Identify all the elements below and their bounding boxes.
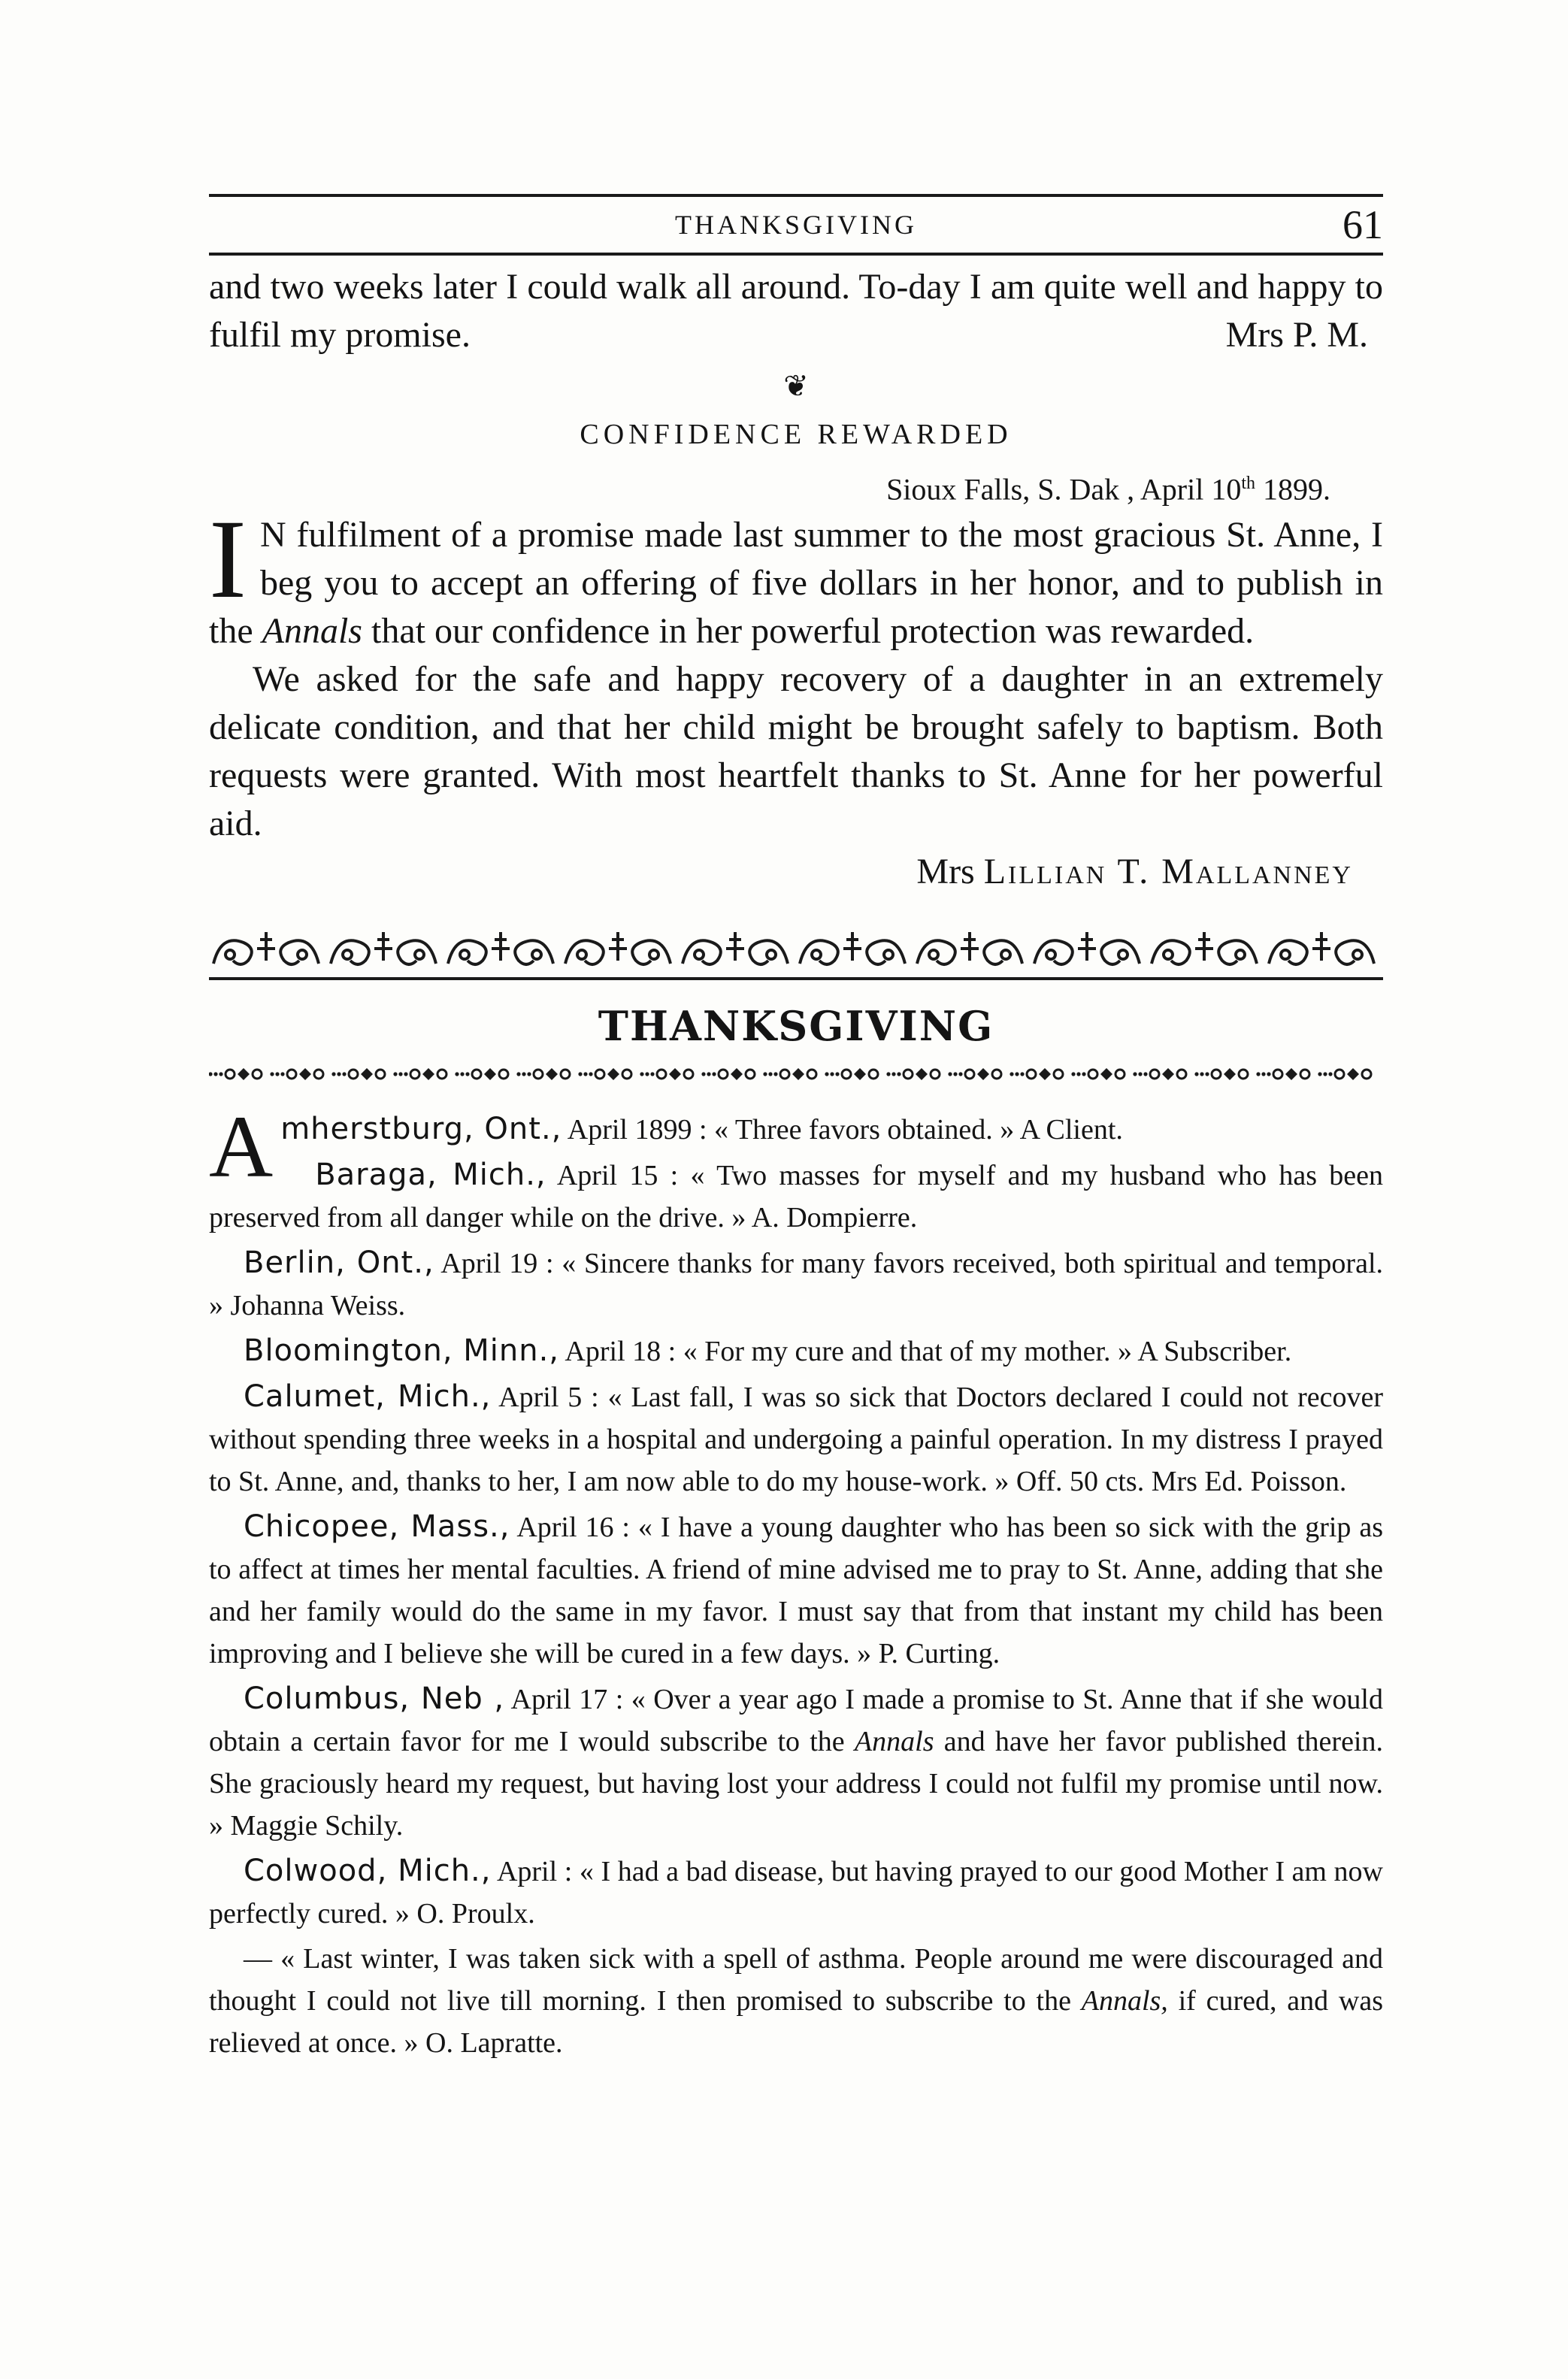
dot [1205,1073,1209,1076]
diamond [607,1068,619,1080]
ring [622,1070,631,1079]
scroll-dot [767,950,776,959]
entry-italic: Annals, [1081,1985,1168,2017]
entry-place: Baraga, Mich., [315,1158,546,1193]
dot [1133,1073,1137,1076]
scroll-dot [1281,950,1290,959]
scroll-dot [1001,950,1010,959]
scroll-dot [884,950,893,959]
main-title: THANKSGIVING [598,1002,994,1051]
diamond [669,1068,681,1080]
dateline-sup: th [1241,474,1255,493]
entry-3 [209,1330,1383,1373]
ring [376,1070,385,1079]
dot [455,1073,459,1076]
dot [280,1073,284,1076]
entry-text: April 5 : « Last fall, I was so sick that Doctors declared I could not recover without spending three weeks in a hospital and undergoing a painful operation. In my distress I prayed to St. Anne, and, thanks to her, I am now able to do my house-work. » Off. 50 cts. Mrs Ed. Poisson. [209,1382,1383,1498]
entry-italic: Annals [854,1726,934,1758]
scroll-dot [929,950,938,959]
entry-text-b: and have her favor published therein. She graciously heard my request, but having lost your address I could not fulfil my promise until now. » Maggie Schily. [209,1726,1383,1842]
dotted-ornament-line [209,1066,1383,1082]
continuation-signature: Mrs P. M. [1225,315,1368,355]
dot [404,1073,407,1076]
dot [1194,1073,1198,1076]
dot [1138,1073,1142,1076]
dot [589,1073,592,1076]
ring [1273,1070,1282,1079]
entry-1 [209,1154,1383,1239]
dot [1010,1073,1013,1076]
dot [1143,1073,1147,1076]
dot [645,1073,649,1076]
ring [904,1070,913,1079]
entry-2 [209,1242,1383,1327]
diamond [484,1068,496,1080]
dot [1200,1073,1203,1076]
drop-cap: I [209,497,247,622]
dot [897,1073,901,1076]
ring [226,1070,235,1079]
ring [657,1070,666,1079]
letter-paragraph-1 [209,497,1383,655]
dot [1267,1073,1270,1076]
ring [1362,1070,1371,1079]
entry-text: April 15 : « Two masses for myself and my husband who has been preserved from all danger while on the drive. » A. Dompierre. [209,1160,1384,1234]
ring [534,1070,543,1079]
ring [1300,1070,1309,1079]
page [209,194,1383,2067]
dot [393,1073,397,1076]
dot [886,1073,890,1076]
dot [465,1073,469,1076]
diamond [1162,1068,1174,1080]
dot [522,1073,525,1076]
ring [472,1070,481,1079]
dot [1015,1073,1019,1076]
entry-text: April 19 : « Sincere thanks for many favors received, both spiritual and temporal. » Johanna Weiss. [209,1248,1384,1322]
ring [1054,1070,1063,1079]
dot [763,1073,767,1076]
ring [1239,1070,1248,1079]
entry-5 [209,1506,1383,1675]
para1-text-a: N fulfilment of a promise made last summer to the most gracious St. Anne, I beg you to accept an offering of five dollars in her honor, and to publish in the [209,515,1383,652]
scroll-dot [1164,950,1173,959]
scroll-dot [695,950,704,959]
dot [583,1073,587,1076]
page-header [209,194,1383,257]
fleuron-ornament-icon: ❦ [783,369,809,403]
scroll-dot [532,950,541,959]
dotted-line-icon [209,1066,1383,1082]
ring [1177,1070,1186,1079]
dot [958,1073,962,1076]
dot [398,1073,402,1076]
dot [825,1073,828,1076]
header-rule-top [209,194,1383,197]
ring [1212,1070,1221,1079]
dot [1256,1073,1260,1076]
dot [768,1073,772,1076]
dateline [209,462,1383,511]
entry-4 [209,1376,1383,1503]
ring [1027,1070,1036,1079]
dot [578,1073,582,1076]
dot [331,1073,335,1076]
ring [314,1070,323,1079]
entry-place: Chicopee, Mass., [244,1509,510,1545]
diamond [1285,1068,1297,1080]
scroll-dot [577,950,586,959]
diamond [1100,1068,1112,1080]
dot [1082,1073,1085,1076]
ring [287,1070,296,1079]
running-head: THANKSGIVING [675,210,917,240]
scroll-dot [1353,950,1362,959]
scroll-dot [812,950,821,959]
dot [1261,1073,1265,1076]
diamond [1347,1068,1359,1080]
entry-text-a: — « Last winter, I was taken sick with a spell of asthma. People around me were discouraged and thought I could not live till morning. I then promised to subscribe to the [209,1943,1383,2017]
ring [780,1070,789,1079]
signature-name: Lillian T. Mallanney [983,852,1353,892]
ring [349,1070,358,1079]
dot [1318,1073,1321,1076]
entry-place: Colwood, Mich., [244,1854,492,1889]
dateline-year: 1899. [1255,472,1330,507]
ring [746,1070,755,1079]
entry-text: April 18 : « For my cure and that of my mother. » A Subscriber. [559,1336,1292,1368]
scroll-dot [226,950,235,959]
dot [640,1073,643,1076]
ring [931,1070,940,1079]
dot [953,1073,957,1076]
entry-place: Bloomington, Minn., [244,1333,560,1369]
ring [1150,1070,1159,1079]
dot [712,1073,716,1076]
scroll-dot [1118,950,1128,959]
scroll-dot [298,950,307,959]
header-rule-bottom [209,253,1383,256]
para1-text-b: that our confidence in her powerful protection was rewarded. [362,611,1255,652]
dateline-text: Sioux Falls, S. Dak , April 10 [886,472,1242,507]
dot [835,1073,839,1076]
ring [1115,1070,1125,1079]
ring [719,1070,728,1079]
dot [1323,1073,1327,1076]
dot [527,1073,531,1076]
dot [1076,1073,1080,1076]
ring [992,1070,1001,1079]
signature-prefix: Mrs [916,852,984,892]
ring [965,1070,974,1079]
entry-drop-cap: A [209,1097,274,1197]
ring [684,1070,693,1079]
scroll-dot [415,950,424,959]
ring [595,1070,604,1079]
dot [830,1073,834,1076]
diamond [546,1068,558,1080]
diamond [1224,1068,1236,1080]
ring [253,1070,262,1079]
entry-place: Berlin, Ont., [244,1245,434,1281]
diamond [299,1068,311,1080]
ring [499,1070,508,1079]
entry-text-b: if cured, and was relieved at once. » O. Lapratte. [209,1985,1384,2060]
letter-signature [209,848,1383,896]
dot [1071,1073,1075,1076]
dot [516,1073,520,1076]
entry-text: April 16 : « I have a young daughter who has been so sick with the grip as to affect at times her mental faculties. A friend of mine advised me to pray to St. Anne, adding that she and her family would do the same in my favor. I must say that from that instant my child has been improving and I believe she will be cured in a few days. » P. Curting. [209,1512,1384,1670]
dot [1020,1073,1024,1076]
ring [842,1070,851,1079]
ring [437,1070,446,1079]
dot [1328,1073,1332,1076]
ring [807,1070,816,1079]
ring [410,1070,419,1079]
dot [650,1073,654,1076]
band-rule [209,977,1383,980]
diamond [792,1068,804,1080]
diamond [977,1068,989,1080]
dot [213,1073,217,1076]
diamond [422,1068,434,1080]
entry-text: April 1899 : « Three favors obtained. » A Client. [562,1114,1123,1146]
ring [869,1070,878,1079]
ring [1088,1070,1097,1079]
para1-italic: Annals [262,611,362,652]
section-title: CONFIDENCE REWARDED [580,419,1013,450]
page-number: 61 [1342,202,1383,247]
dot [701,1073,705,1076]
letter-paragraph-2: We asked for the safe and happy recovery of a daughter in an extremely delicate condition, and that her child might be brought safely to baptism. Both requests were granted. With most heartfelt thanks to St. Anne for her powerful aid. [209,659,1383,844]
diamond [1039,1068,1051,1080]
entry-text: April : « I had a bad disease, but having prayed to our good Mother I am now perfectly cured. » O. Proulx. [209,1856,1384,1930]
scroll-dot [649,950,658,959]
diamond [854,1068,866,1080]
diamond [731,1068,743,1080]
dot [219,1073,222,1076]
dot [891,1073,895,1076]
entry-7 [209,1850,1383,1935]
dot [707,1073,710,1076]
entry-8 [209,1938,1383,2064]
entry-place: Columbus, Neb , [244,1681,505,1717]
dot [342,1073,346,1076]
dot [209,1073,213,1076]
dot [773,1073,777,1076]
dot [270,1073,274,1076]
diamond [238,1068,250,1080]
scroll-dot [343,950,352,959]
ornamental-band [209,926,1383,979]
scroll-dot [1236,950,1245,959]
scroll-dot [1046,950,1055,959]
diamond [916,1068,928,1080]
scroll-dot [460,950,469,959]
entry-text-a: April 17 : « Over a year ago I made a promise to St. Anne that if she would obtain a certain favor for me I would subscribe to the [209,1684,1383,1758]
thanksgiving-entries [209,1097,1384,2064]
continuation-body: and two weeks later I could walk all around. To-day I am quite well and happy to fulfil my promise. [209,267,1383,355]
scroll-ornament-icon [209,926,1383,976]
dot [275,1073,279,1076]
dot [460,1073,464,1076]
diamond [361,1068,373,1080]
entry-place: mherstburg, Ont., [280,1112,562,1147]
dot [948,1073,952,1076]
entry-6 [209,1678,1383,1847]
ring [561,1070,570,1079]
entry-place: Calumet, Mich., [244,1379,492,1415]
dot [337,1073,341,1076]
ring [1335,1070,1344,1079]
